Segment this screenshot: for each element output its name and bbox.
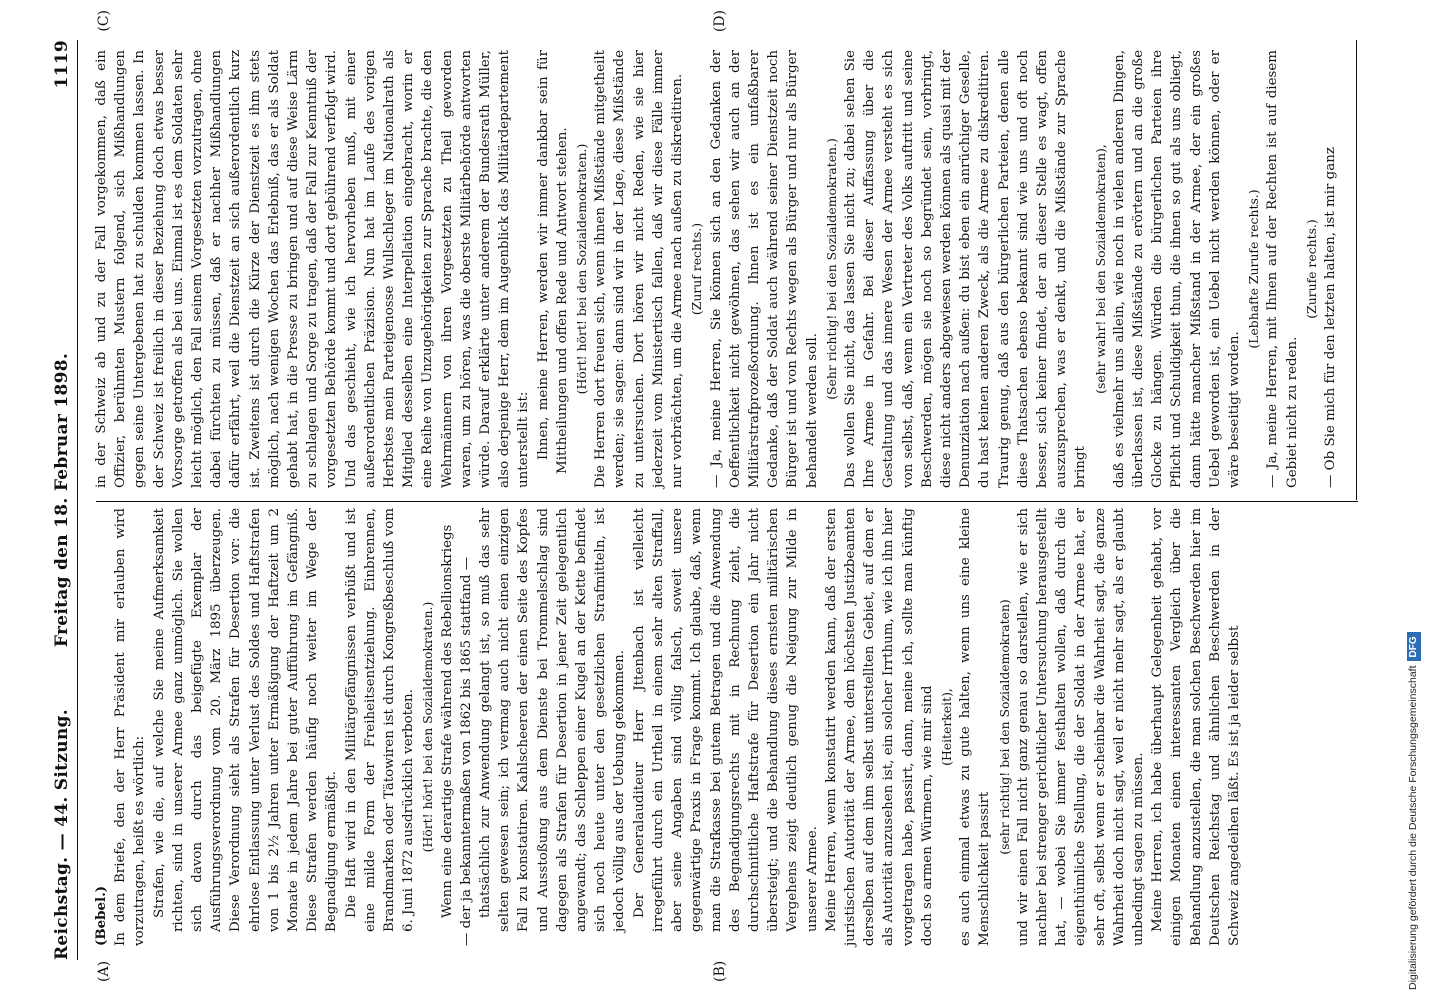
paragraph: — Ja, meine Herren, mit Ihnen auf der Rechten ist auf diesem Gebiet nicht zu reden. [1265,50,1300,488]
running-header-left: Reichstag. — 44. Sitzung. [52,709,72,960]
paragraph: — der ja bekanntermaßen von 1862 bis 1865 stattfand — [458,556,474,946]
funding-note [1403,10,1423,990]
margin-marker-d: (D) [712,10,728,33]
end-rule [1356,40,1357,500]
margin-marker-a: (A) [96,960,112,982]
interjection: (Lebhafte Zurufe rechts.) [1246,189,1262,349]
running-header-date: Freitag den 18. Februar 1898. [52,352,72,648]
paragraph: — Ob Sie mich für den letzten halten, ist mir ganz [1323,147,1338,488]
paragraph: Das wollen Sie nicht, das lassen Sie nicht zu; dabei sehen Sie Ihre Armee in Gefahr. Bei dieser Auffassung über die Gestaltung und das innere Wesen der Armee versteht es sich von selbst, daß, wenn ein Vertreter des Volks auftritt und seine Beschwerden, mögen sie noch so begründet sein, vorbringt, diese nicht anders abgewiesen werden können als quasi mit der Denunziation nach außen: du bist eben ein anrüchiger Geselle, du hast keinen anderen Zweck, als die Armee zu diskreditiren. Traurig genug, daß aus den bürgerlichen Parteien, denen alle diese Thatsachen ebenso bekannt sind wie uns und oft noch besser, sich keiner findet, der an dieser Stelle es wagt, offen auszusprechen, was er denkt, und die Mißstände zur Sprache bringt [842,50,1089,488]
interjection: (Zurufe rechts.) [1303,219,1319,319]
quoted-paragraph: Strafen, wie die, auf welche Sie meine Aufmerksamkeit richten, sind in unserer Armee ganz unmöglich. Sie wollen sich davon durch das beigefügte Exemplar der Ausführungsverordnung vom 20. März 1895 überzeugen. Diese Verordnung sieht als Strafen für Desertion vor: die ehrlose Entlassung unter Verlust des Soldes und Haftstrafen von 1 bis 2½ Jahren unter Ermäßigung der Haftzeit um 2 Monate in jedem Jahre bei guter Aufführung im Gefängniß. Diese Strafen werden häufig noch weiter im Wege der Begnadigung ermäßigt. [151,508,340,932]
interjection: (Hört! hört! bei den Sozialdemokraten.) [420,601,436,853]
interjection: (sehr richtig! bei den Sozialdemokraten) [996,599,1012,855]
header-rule [77,40,78,960]
interjection: (Sehr richtig! bei den Sozialdemokraten.) [823,138,839,400]
paragraph: Die Herren dort freuen sich, wenn ihnen Mißstände mitgetheilt werden; sie sagen: dann sind wir in der Lage, diese Mißstände zu untersuchen. Dort hören wir nicht Reden, wie sie hier jederzeit vom Ministertisch fallen, daß wir diese Fälle immer nur vorbrächten, um die Armee nach außen zu diskreditiren. [593,50,686,488]
column-divider [96,501,1358,502]
interjection: (Heiterkeit), [938,688,954,766]
paragraph: — Ja, meine Herren, Sie können sich an den Gedanken der Oeffentlichkeit nicht gewöhnen, das sehen wir auch an der Militärstrafprozeßordnung. Ihnen ist es ein unfaßbarer Gedanke, daß der Soldat auch während seiner Dienstzeit noch Bürger ist und von Rechts wegen als Bürger und nur als Bürger behandelt werden soll. [708,50,820,488]
margin-marker-c: (C) [96,10,112,32]
paragraph: es auch einmal etwas zu gute halten, wenn uns eine kleine Menschlichkeit passirt [958,508,993,946]
quoted-paragraph: Der Generalauditeur Herr Jttenbach ist vielleicht irregeführt durch ein Urtheil in einem sehr alten Straffall, aber seine Angaben sind völlig falsch, soweit unsere gegenwärtige Praxis in Frage kommt. Ich glaube, daß, wenn man die Strafkasse bei gutem Betragen und die Anwendung des Begnadigungsrechts mit in Rechnung zieht, die durchschnittliche Haftstrafe für Desertion ein Jahr nicht übersteigt; und die Behandlung dieses ernsten militärischen Vergehens zeigt deutlich genug die Neigung zur Milde in unserer Armee. [631,508,820,932]
speaker-label: (Bebel.) [93,885,109,946]
quoted-paragraph: Die Haft wird in den Militärgefängnissen verbüßt und ist eine milde Form der Freiheitsentziehung. Einbrennen, Brandmarken oder Tätowiren ist durch Kongreßbeschluß vom 6. Juni 1872 ausdrücklich verboten. [343,508,417,932]
paragraph: In dem Briefe, den der Herr Präsident mir erlauben wird vorzutragen, heißt es wörtlich: [113,508,148,946]
paragraph: und wir einen Fall nicht ganz genau so darstellen, wie er sich nachher bei strenger gerichtlicher Untersuchung herausgestellt hat, — wobei Sie immer festhalten wollen, daß durch die eigenthümliche Stellung, die der Soldat in der Armee hat, er sehr oft, selbst wenn er scheinbar die Wahrheit sagt, die ganze Wahrheit doch nicht sagt, weil er nicht mehr sagt, als er glaubt unbedingt sagen zu müssen. [1015,508,1146,946]
interjection: (Hört! hört! bei den Sozialdemokraten.) [574,143,590,395]
margin-marker-b: (B) [712,960,728,982]
paragraph: Meine Herren, wenn konstatirt werden kann, daß der ersten juristischen Autorität der Armee, dem höchsten Justizbeamten derselben auf dem ihm selbst unterstellten Gebiet, auf dem er als Autorität anzusehen ist, ein solcher Irrthum, wie ich ihn hier vorgetragen habe, passirt, dann, meine ich, sollte man künftig doch so armen Würmern, wie mir sind [823,508,935,946]
dfg-logo: DFG [1407,632,1421,661]
paragraph: Meine Herren, ich habe überhaupt Gelegenheit gehabt, vor einigen Monaten einen interessanten Vergleich über die Behandlung anzustellen, die man solchen Beschwerden hier im Deutschen Reichstag und ähnlichen Beschwerden in der Schweiz angedeihen läßt. Es ist ja leider selbst [1150,508,1242,946]
paragraph: daß es vielmehr uns allein, wie noch in vielen anderen Dingen, überlassen ist, diese Mißstände zu erörtern und an die große Glocke zu hängen. Würden die bürgerlichen Parteien ihre Pflicht und Schuldigkeit thun, die ihnen so gut als uns obliegt, dann hätte mancher Mißstand in der Armee, der ein großes Uebel geworden ist, ein Uebel nicht werden können, oder er wäre beseitigt worden. [1111,50,1242,488]
page-number: 1119 [52,40,72,89]
paragraph: in der Schweiz ab und zu der Fall vorgekommen, daß ein Offizier, berühmten Mustern folgend, sich Mißhandlungen gegen seine Untergebenen hat zu schulden kommen lassen. In der Schweiz ist freilich in dieser Beziehung doch etwas besser Vorsorge getroffen als bei uns. Einmal ist es dem Soldaten sehr leicht möglich, den Fall seinem Vorgesetzten vorzutragen, ohne dabei fürchten zu müssen, daß er nachher Mißhandlungen dafür erfährt, weil die Dienstzeit an sich außerordentlich kurz ist. Zweitens ist durch die Kürze der Dienstzeit es ihm stets möglich, nach wenigen Wochen das Erlebniß, das er als Soldat gehabt hat, in die Presse zu bringen und auf diese Weise Lärm zu schlagen und Sorge zu tragen, daß der Fall zur Kenntniß der vorgesetzten Behörde kommt und dort gebührend verfolgt wird. Und das geschieht, wie ich hervorheben muß, mit einer außerordentlichen Präzision. Nun hat im Laufe des vorigen Herbstes mein Parteigenosse Wullschleger im Nationalrath als Mitglied desselben eine Interpellation eingebracht, worin er eine Reihe von Unzugehörigkeiten zur Sprache brachte, die den Wehrmännern von ihren Vorgesetzten zu Theil geworden waren, um zu hören, was die oberste Militärbehörde antworten würde. Darauf erklärte unter anderem der Bundesrath Müller, also derjenige Herr, dem im Augenblick das Militärdepartement unterstellt ist: [94,50,532,488]
left-text-column [92,508,1244,946]
quoted-paragraph: Wenn eine derartige Strafe während des Rebellionskriegs [439,524,455,918]
quoted-paragraph: Ihnen, meine Herren, werden wir immer dankbar sein für Mittheilungen und offen Rede und Antwort stehen. [535,50,570,474]
right-text-column [92,50,1340,488]
interjection: (Zuruf rechts.) [689,222,705,316]
interjection: (sehr wahr! bei den Sozialdemokraten), [1092,144,1108,394]
quoted-paragraph: thatsächlich zur Anwendung gelangt ist, so muß das sehr selten gewesen sein; ich vermag auch nicht einen einzigen Fall zu konstatiren. Kahlscheeren der einen Seite des Kopfes und Ausstoßung aus dem Dienste bei Trommelschlag sind dagegen als Strafen für Desertion in jener Zeit gelegentlich angewandt; das Schleppen einer Kugel an der Kette befindet sich noch heute unter den gesetzlichen Strafmitteln, ist jedoch völlig aus der Uebung gekommen. [478,508,628,932]
funding-note-text: Digitalisierung gefördert durch die Deutsche Forschungsgemeinschaft [1407,665,1419,990]
